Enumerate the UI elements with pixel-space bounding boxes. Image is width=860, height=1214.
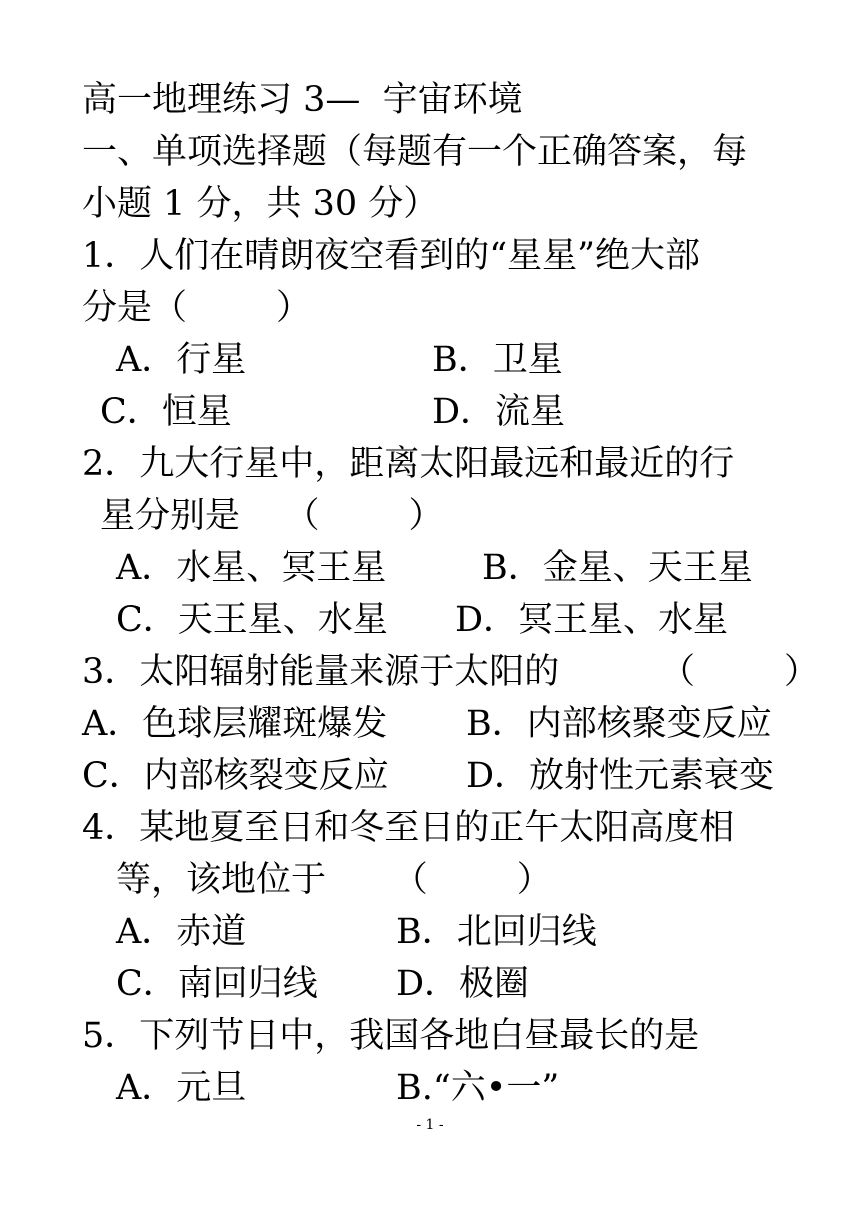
question-3-stem: 3．太阳辐射能量来源于太阳的	[82, 652, 560, 692]
question-3-answer-paren: （ ）	[660, 652, 820, 692]
question-4-option-d: D．极圈	[396, 964, 530, 1004]
question-5-stem: 5．下列节日中，我国各地白昼最长的是	[82, 1016, 700, 1056]
question-1-stem-line1: 1．人们在晴朗夜空看到的“星星”绝大部	[82, 236, 701, 276]
page-title: 高一地理练习 3— 宇宙环境	[82, 80, 523, 120]
question-3-option-b: B．内部核聚变反应	[466, 704, 772, 744]
question-1-stem-line2: 分是（ ）	[82, 288, 312, 328]
question-4-stem-line2: 等，该地位于 （ ）	[116, 860, 552, 900]
page-number: - 1 -	[416, 1117, 444, 1133]
question-3-option-c: C．内部核裂变反应	[82, 756, 389, 796]
question-4-option-b: B．北回归线	[396, 912, 597, 952]
question-4-option-c: C．南回归线	[116, 964, 318, 1004]
question-2-stem-line1: 2．九大行星中，距离太阳最远和最近的行	[82, 444, 735, 484]
question-3-option-d: D．放射性元素衰变	[466, 756, 775, 796]
question-1-option-a: A．行星	[116, 340, 247, 380]
question-1-option-b: B．卫星	[432, 340, 563, 380]
question-2-option-d: D．冥王星、水星	[455, 600, 729, 640]
question-4-option-a: A．赤道	[116, 912, 247, 952]
question-2-option-c: C．天王星、水星	[116, 600, 388, 640]
question-5-option-b: B.“六•一”	[396, 1068, 560, 1108]
question-2-option-b: B．金星、天王星	[482, 548, 753, 588]
section-heading-line1: 一、单项选择题（每题有一个正确答案，每	[82, 132, 748, 172]
question-3-option-a: A．色球层耀斑爆发	[82, 704, 388, 744]
question-2-option-a: A．水星、冥王星	[116, 548, 387, 588]
question-1-option-c: C．恒星	[100, 392, 232, 432]
question-1-option-d: D．流星	[432, 392, 566, 432]
section-heading-line2: 小题 1 分，共 30 分）	[82, 184, 439, 224]
question-2-stem-line2: 星分别是 （ ）	[100, 496, 444, 536]
question-4-stem-line1: 4．某地夏至日和冬至日的正午太阳高度相	[82, 808, 735, 848]
question-5-option-a: A．元旦	[116, 1068, 247, 1108]
